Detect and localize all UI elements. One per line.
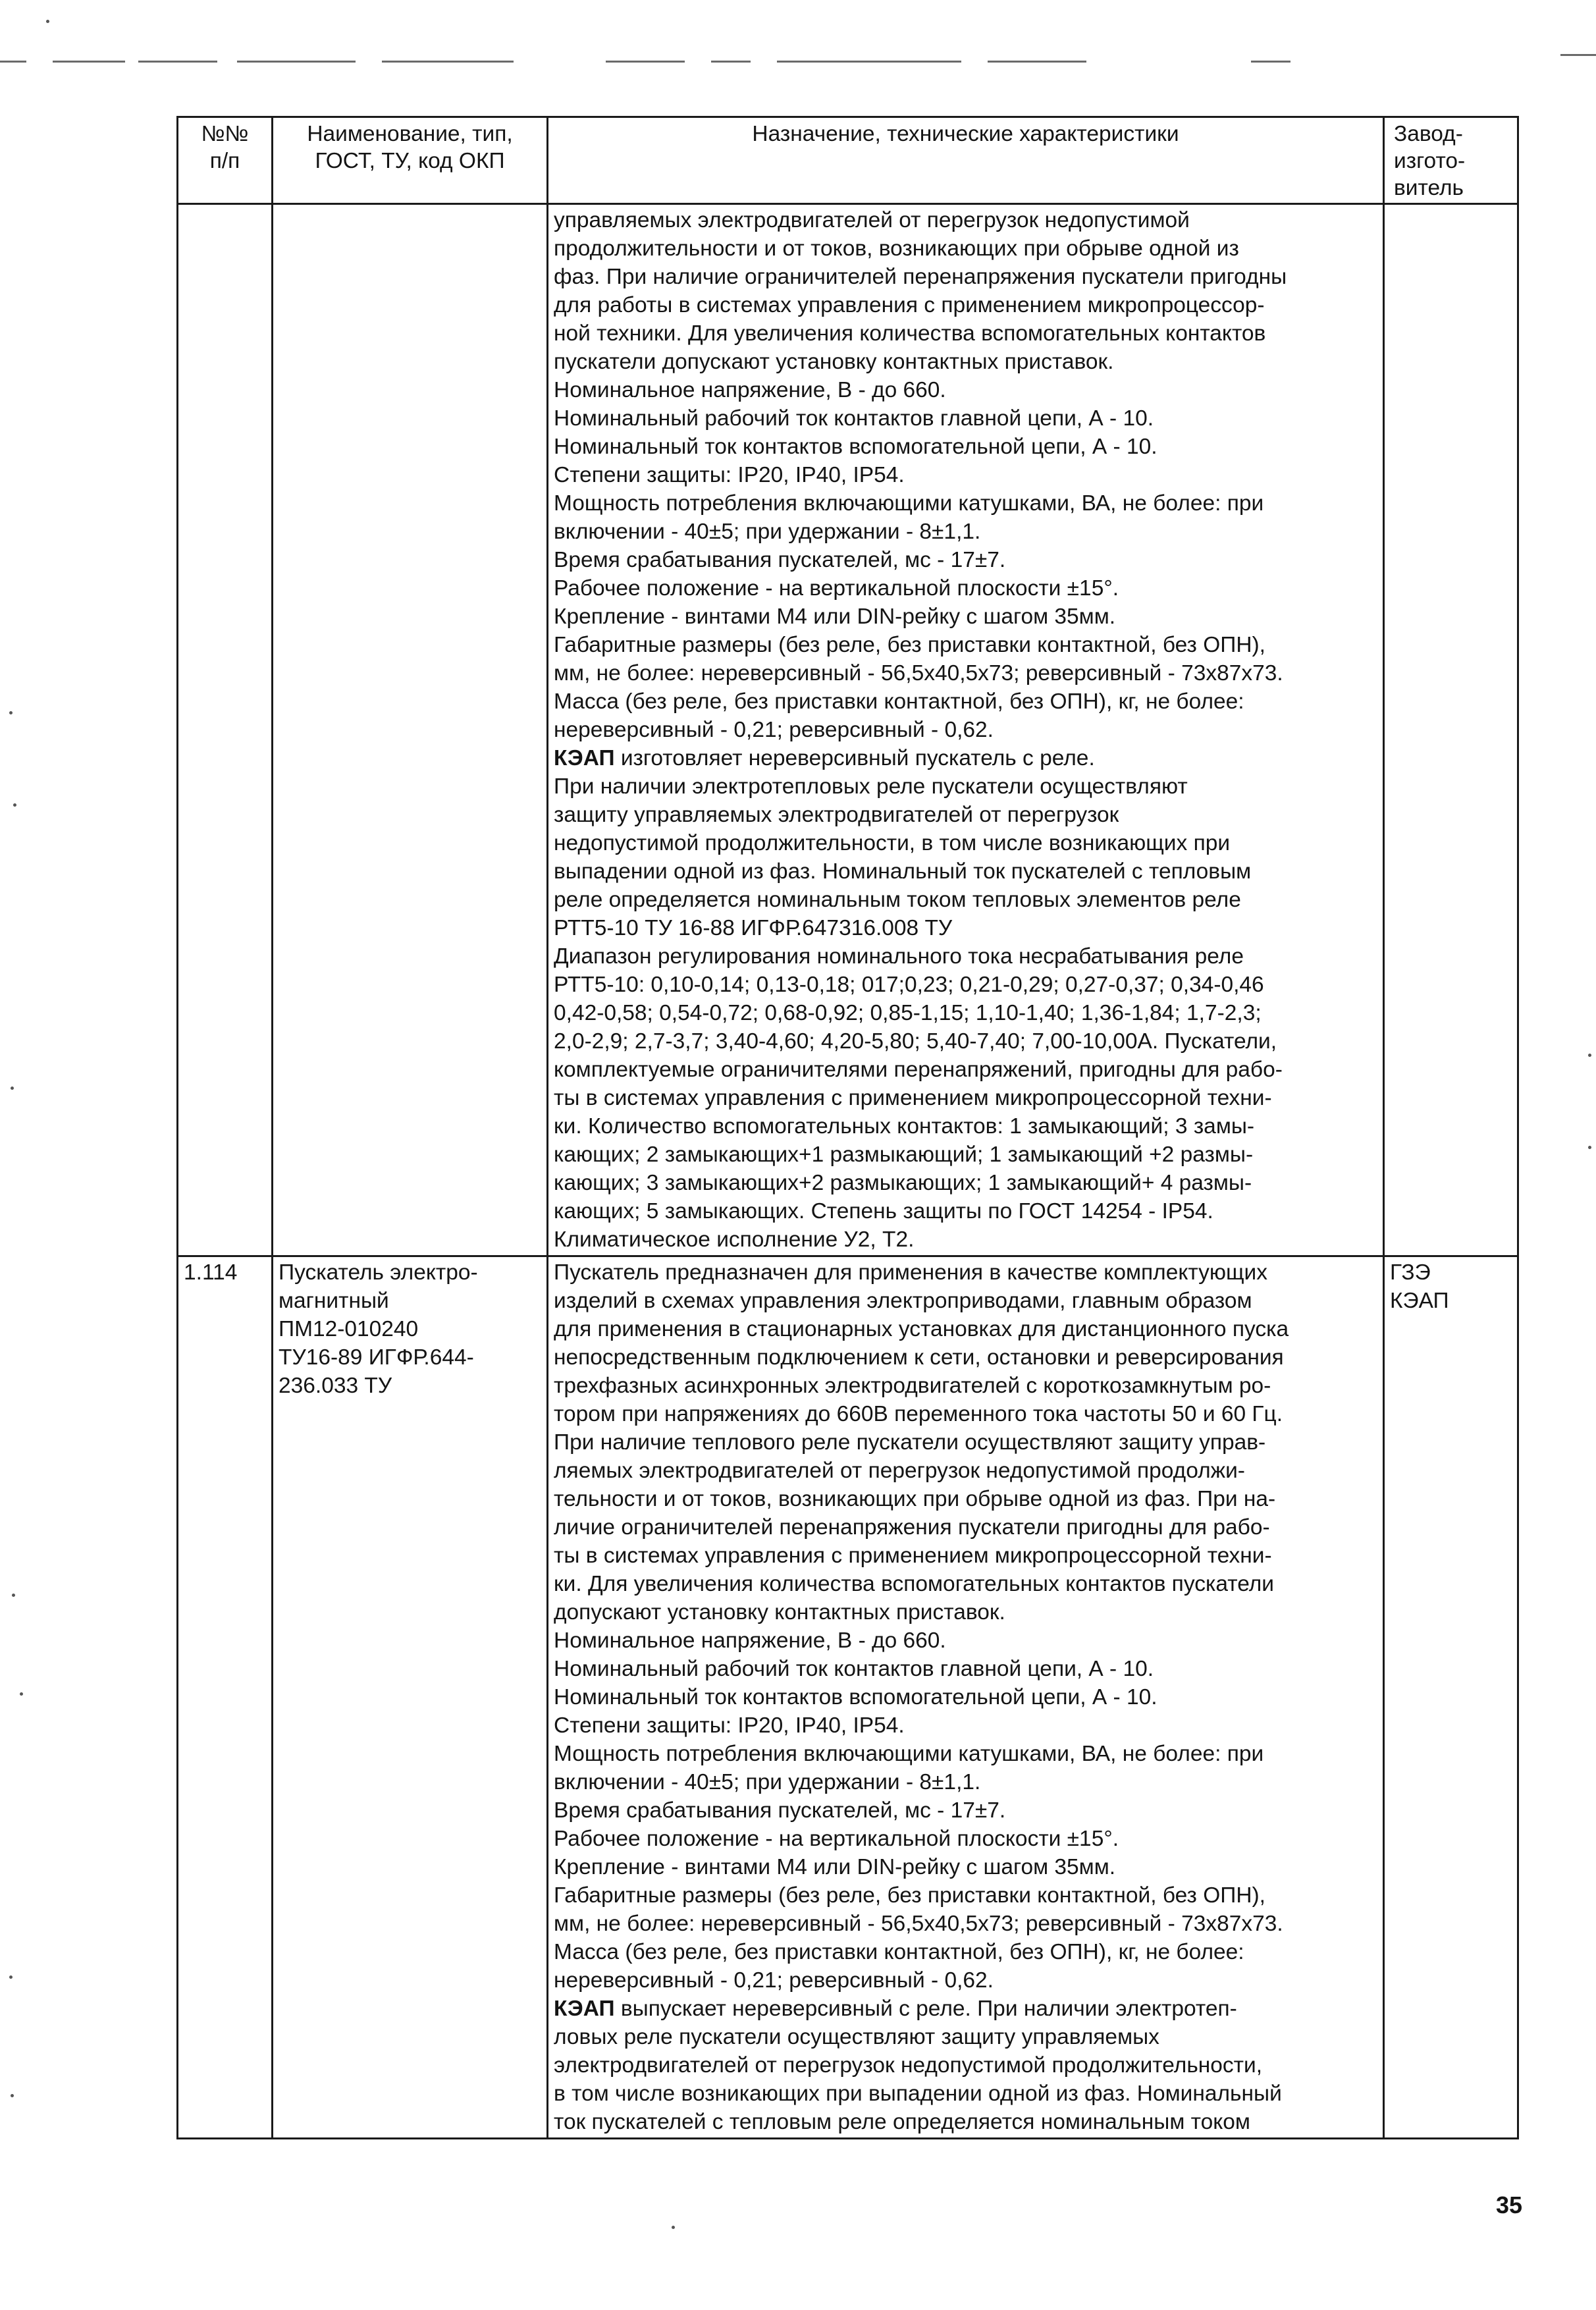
row-number-cell	[178, 204, 273, 1256]
text-line: Номинальное напряжение, В - до 660.	[554, 378, 946, 402]
scan-mark	[12, 1594, 15, 1597]
row-description-cell	[548, 1256, 1384, 2139]
header-name	[273, 117, 548, 204]
text-line: ГЗЭ	[1390, 1260, 1431, 1285]
text-line: для работы в системах управления с применением микропроцессор-	[554, 293, 1265, 317]
text-line: 2,0-2,9; 2,7-3,7; 3,40-4,60; 4,20-5,80; 5,40-7,40; 7,00-10,00А. Пускатели,	[554, 1029, 1277, 1054]
text-line: ляемых электродвигателей от перегрузок недопустимой продолжи-	[554, 1459, 1245, 1483]
text-line: фаз. При наличие ограничителей перенапряжения пускатели пригодны	[554, 265, 1287, 289]
text-line: РТТ5-10 ТУ 16-88 ИГФР.647316.008 ТУ	[554, 916, 953, 940]
text-line: управляемых электродвигателей от перегрузок недопустимой	[554, 208, 1190, 232]
text-line: ток пускателей с тепловым реле определяется номинальным током	[554, 2110, 1250, 2134]
text-line: Масса (без реле, без приставки контактной, без ОПН), кг, не более:	[554, 1940, 1244, 1964]
table-row	[178, 204, 1518, 1256]
text-line: Пускатель электро-	[279, 1260, 478, 1285]
scan-mark	[13, 803, 16, 807]
header-line: №№	[201, 122, 249, 146]
header-line: витель	[1394, 176, 1464, 200]
bold-prefix: КЭАП	[554, 746, 615, 770]
text-line: для применения в стационарных установках для дистанционного пуска	[554, 1317, 1289, 1341]
row-manufacturer-cell	[1384, 1256, 1518, 2139]
text-line: ки. Для увеличения количества вспомогательных контактов пускатели	[554, 1572, 1274, 1596]
text-line: Степени защиты: IP20, IP40, IP54.	[554, 463, 905, 487]
text-line: 236.033 ТУ	[279, 1374, 392, 1398]
text-line: магнитный	[279, 1289, 389, 1313]
text-line: Габаритные размеры (без реле, без приставки контактной, без ОПН),	[554, 1883, 1265, 1908]
text-line: тельности и от токов, возникающих при обрыве одной из фаз. При на-	[554, 1487, 1276, 1511]
text-line: Габаритные размеры (без реле, без приставки контактной, без ОПН),	[554, 633, 1265, 657]
text-line: 1.114	[184, 1260, 238, 1285]
text-line: Диапазон регулирования номинального тока несрабатывания реле	[554, 944, 1244, 969]
row-name-cell	[273, 1256, 548, 2139]
text-line: Номинальный рабочий ток контактов главной цепи, А - 10.	[554, 1657, 1154, 1681]
text-line: изделий в схемах управления электроприводами, главным образом	[554, 1289, 1252, 1313]
text-line	[554, 1995, 1377, 2023]
text-line: нереверсивный - 0,21; реверсивный - 0,62.	[554, 718, 994, 742]
text-line: кающих; 5 замыкающих. Степень защиты по ГОСТ 14254 - IP54.	[554, 1199, 1213, 1223]
text-line: защиту управляемых электродвигателей от перегрузок	[554, 803, 1119, 827]
row-number-cell	[178, 1256, 273, 2139]
text-line: Рабочее положение - на вертикальной плоскости ±15°.	[554, 1827, 1119, 1851]
text-line: личие ограничителей перенапряжения пускатели пригодны для рабо-	[554, 1515, 1270, 1540]
text-line: включении - 40±5; при удержании - 8±1,1.	[554, 520, 981, 544]
header-line: Завод-	[1394, 122, 1463, 146]
text-line: Мощность потребления включающими катушками, ВА, не более: при	[554, 491, 1264, 516]
scan-mark	[138, 61, 217, 63]
scan-mark	[1588, 1054, 1591, 1057]
text-line: Крепление - винтами М4 или DIN-рейку с шагом 35мм.	[554, 1855, 1116, 1879]
specification-table	[176, 116, 1519, 2139]
table-header-row	[178, 117, 1518, 204]
text-line: 0,42-0,58; 0,54-0,72; 0,68-0,92; 0,85-1,15; 1,10-1,40; 1,36-1,84; 1,7-2,3;	[554, 1001, 1262, 1025]
scan-mark	[237, 61, 356, 63]
text-line: Рабочее положение - на вертикальной плоскости ±15°.	[554, 576, 1119, 601]
text-line: Степени защиты: IP20, IP40, IP54.	[554, 1713, 905, 1738]
text-line: в том числе возникающих при выпадении одной из фаз. Номинальный	[554, 2082, 1282, 2106]
scan-mark	[1251, 61, 1290, 63]
header-line: Назначение, технические характеристики	[752, 122, 1179, 146]
text-line: Мощность потребления включающими катушками, ВА, не более: при	[554, 1742, 1264, 1766]
header-number	[178, 117, 273, 204]
text-line: электродвигателей от перегрузок недопустимой продолжительности,	[554, 2053, 1263, 2078]
text-line: При наличии электротепловых реле пускатели осуществляют	[554, 774, 1188, 799]
text-line: Номинальный ток контактов вспомогательной цепи, А - 10.	[554, 435, 1157, 459]
text-line: выпадении одной из фаз. Номинальный ток пускателей с тепловым	[554, 859, 1252, 884]
text-line: Климатическое исполнение У2, Т2.	[554, 1227, 915, 1252]
header-line: ГОСТ, ТУ, код ОКП	[315, 149, 505, 173]
text-line: КЭАП	[1390, 1289, 1449, 1313]
text-line: ПМ12-010240	[279, 1317, 419, 1341]
scan-mark	[606, 61, 685, 63]
text-line: Номинальный рабочий ток контактов главной цепи, А - 10.	[554, 406, 1154, 431]
text-line: Пускатель предназначен для применения в качестве комплектующих	[554, 1260, 1267, 1285]
table-row	[178, 1256, 1518, 2139]
scan-mark	[11, 1087, 14, 1090]
scan-mark	[46, 20, 49, 23]
scan-mark	[11, 2094, 14, 2097]
bold-prefix: КЭАП	[554, 1997, 615, 2021]
text-line: При наличие теплового реле пускатели осуществляют защиту управ-	[554, 1430, 1266, 1455]
scan-mark	[1560, 54, 1596, 56]
text-line: непосредственным подключением к сети, остановки и реверсирования	[554, 1345, 1284, 1370]
line-rest: изготовляет нереверсивный пускатель с реле.	[614, 746, 1095, 770]
scan-mark	[672, 2226, 675, 2229]
page-number: 35	[1495, 2191, 1522, 2218]
text-line: РТТ5-10: 0,10-0,14; 0,13-0,18; 017;0,23; 0,21-0,29; 0,27-0,37; 0,34-0,46	[554, 973, 1264, 997]
text-line: ловых реле пускатели осуществляют защиту управляемых	[554, 2025, 1159, 2049]
text-line: Номинальное напряжение, В - до 660.	[554, 1628, 946, 1653]
text-line: Время срабатывания пускателей, мс - 17±7.	[554, 548, 1006, 572]
text-line: недопустимой продолжительности, в том числе возникающих при	[554, 831, 1231, 855]
text-line: ки. Количество вспомогательных контактов: 1 замыкающий; 3 замы-	[554, 1114, 1255, 1139]
row-name-cell	[273, 204, 548, 1256]
text-line: ной техники. Для увеличения количества вспомогательных контактов	[554, 321, 1266, 346]
text-line: трехфазных асинхронных электродвигателей с короткозамкнутым ро-	[554, 1374, 1271, 1398]
text-line: Масса (без реле, без приставки контактной, без ОПН), кг, не более:	[554, 689, 1244, 714]
text-line: допускают установку контактных приставок.	[554, 1600, 1005, 1625]
scan-mark	[0, 61, 26, 63]
header-line: изгото-	[1394, 149, 1466, 173]
scan-mark	[382, 61, 514, 63]
scan-mark	[9, 711, 13, 714]
text-line: реле определяется номинальным током тепловых элементов реле	[554, 888, 1241, 912]
header-manufacturer	[1384, 117, 1518, 204]
text-line	[554, 744, 1377, 772]
text-line: ТУ16-89 ИГФР.644-	[279, 1345, 474, 1370]
text-line: пускатели допускают установку контактных приставок.	[554, 350, 1114, 374]
scan-mark	[1588, 1146, 1591, 1149]
text-line: продолжительности и от токов, возникающих при обрыве одной из	[554, 236, 1239, 261]
scan-mark	[777, 61, 961, 63]
text-line: комплектуемые ограничителями перенапряжений, пригодны для рабо-	[554, 1058, 1283, 1082]
text-line: Крепление - винтами М4 или DIN-рейку с шагом 35мм.	[554, 604, 1116, 629]
scan-mark	[9, 1975, 13, 1979]
text-line: мм, не более: нереверсивный - 56,5х40,5х73; реверсивный - 73х87х73.	[554, 661, 1283, 685]
text-line: ты в системах управления с применением микропроцессорной техни-	[554, 1544, 1272, 1568]
scan-mark	[53, 61, 125, 63]
text-line: нереверсивный - 0,21; реверсивный - 0,62.	[554, 1968, 994, 1993]
header-line: п/п	[209, 149, 240, 173]
text-line: ты в системах управления с применением микропроцессорной техни-	[554, 1086, 1272, 1110]
text-line: Номинальный ток контактов вспомогательной цепи, А - 10.	[554, 1685, 1157, 1709]
header-line: Наименование, тип,	[307, 122, 513, 146]
row-manufacturer-cell	[1384, 204, 1518, 1256]
text-line: Время срабатывания пускателей, мс - 17±7.	[554, 1798, 1006, 1823]
header-description	[548, 117, 1384, 204]
scan-mark	[988, 61, 1086, 63]
row-description-cell	[548, 204, 1384, 1256]
text-line: мм, не более: нереверсивный - 56,5х40,5х73; реверсивный - 73х87х73.	[554, 1912, 1283, 1936]
text-line: тором при напряжениях до 660В переменного тока частоты 50 и 60 Гц.	[554, 1402, 1283, 1426]
text-line: кающих; 2 замыкающих+1 размыкающий; 1 замыкающий +2 размы-	[554, 1142, 1254, 1167]
scan-mark	[20, 1692, 23, 1696]
text-line: включении - 40±5; при удержании - 8±1,1.	[554, 1770, 981, 1794]
line-rest: выпускает нереверсивный с реле. При наличии электротеп-	[614, 1997, 1237, 2021]
text-line: кающих; 3 замыкающих+2 размыкающих; 1 замыкающий+ 4 размы-	[554, 1171, 1252, 1195]
scan-mark	[711, 61, 751, 63]
